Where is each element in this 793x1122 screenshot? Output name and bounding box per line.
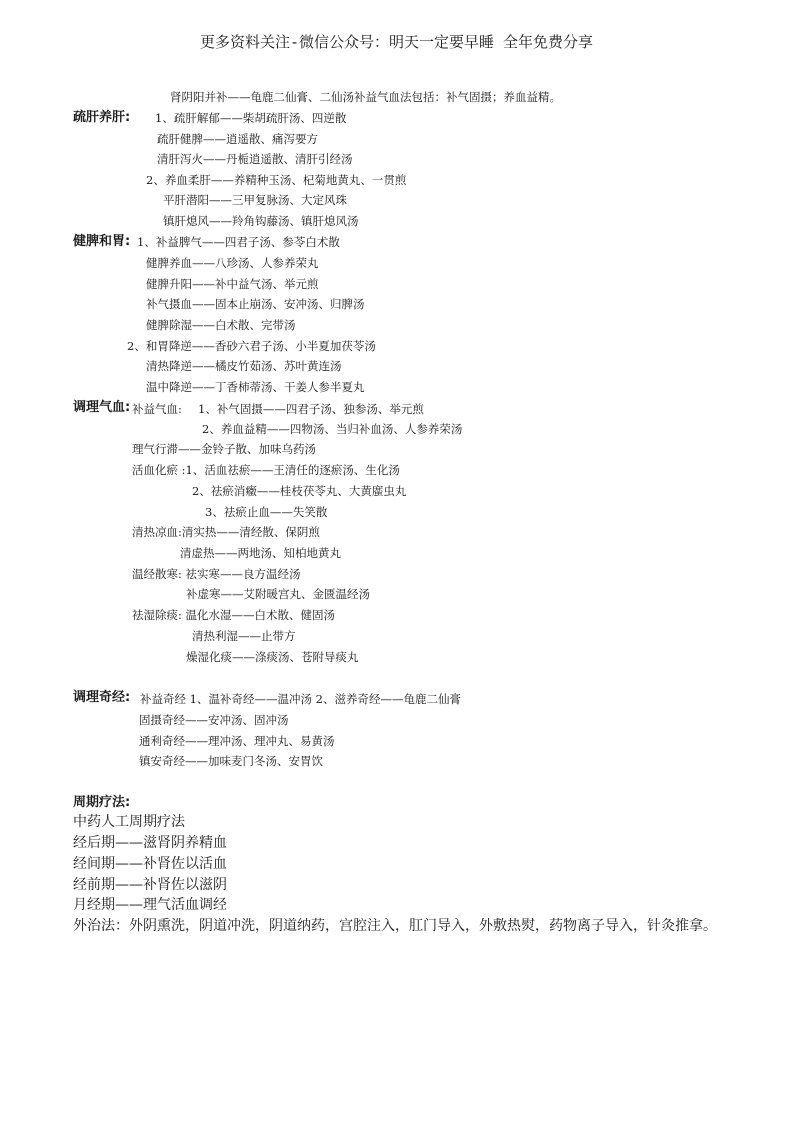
text-line: 1、疏肝解郁——柴胡疏肝汤、四逆散 [155, 111, 347, 125]
text-line: 固摄奇经——安冲汤、固冲汤 [139, 713, 289, 727]
text-line: 1、补气固摄——四君子汤、独参汤、举元煎 [198, 402, 424, 416]
text-line: 健脾养血——八珍汤、人参养荣丸 [146, 256, 319, 270]
text-line: 外治法：外阴熏洗，阴道冲洗，阴道纳药，宫腔注入，肛门导入，外敷热熨，药物离子导入，针灸推拿。 [73, 918, 717, 934]
text-line: 2、和胃降逆——香砂六君子汤、小半夏加茯苓汤 [127, 339, 376, 353]
text-line: 经后期——滋肾阴养精血 [73, 835, 227, 851]
text-line: 肾阴阳并补——龟鹿二仙膏、二仙汤补益气血法包括：补气固摄；养血益精。 [170, 90, 561, 104]
text-line: 平肝潜阳——三甲复脉汤、大定风珠 [163, 193, 347, 207]
text-line: 温中降逆——丁香柿蒂汤、干姜人参半夏丸 [146, 380, 365, 394]
text-line: 健脾除湿——白术散、完带汤 [146, 318, 296, 332]
text-line: 补气摄血——固本止崩汤、安冲汤、归脾汤 [146, 297, 365, 311]
text-line: 清热凉血:清实热——清经散、保阴煎 [132, 525, 320, 539]
text-line: 通利奇经——理冲汤、理冲丸、易黄汤 [139, 734, 335, 748]
text-line: 祛湿除痰: 温化水湿——白术散、健固汤 [132, 608, 336, 622]
text-line: 理气行滞——金铃子散、加味乌药汤 [132, 442, 316, 456]
section-heading-zhouqi: 周期疗法: [73, 795, 131, 810]
text-line: 经前期——补肾佐以滋阴 [73, 877, 227, 893]
text-line: 镇安奇经——加味麦门冬汤、安胃饮 [139, 754, 323, 768]
text-line: 补益气血: [132, 402, 182, 416]
text-line: 活血化瘀 :1、活血祛瘀——王清任的逐瘀汤、生化汤 [132, 463, 400, 477]
text-line: 清肝泻火——丹栀逍遥散、清肝引经汤 [157, 152, 353, 166]
section-heading-qijing: 调理奇经: [73, 690, 131, 705]
text-line: 2、养血益精——四物汤、当归补血汤、人参养荣汤 [202, 422, 463, 436]
text-line: 温经散寒: 祛实寒——良方温经汤 [132, 567, 301, 581]
text-line: 2、养血柔肝——养精种玉汤、杞菊地黄丸、一贯煎 [146, 173, 407, 187]
text-line: 清虚热——两地汤、知柏地黄丸 [180, 546, 341, 560]
text-line: 镇肝熄风——羚角钩藤汤、镇肝熄风汤 [163, 214, 359, 228]
text-line: 补虚寒——艾附暖宫丸、金匮温经汤 [186, 587, 370, 601]
text-line: 月经期——理气活血调经 [73, 897, 227, 913]
section-heading-jianpi: 健脾和胃: [73, 234, 131, 249]
text-line: 健脾升阳——补中益气汤、举元煎 [146, 277, 319, 291]
text-line: 2、祛瘀消癥——桂枝茯苓丸、大黄䗪虫丸 [192, 484, 407, 498]
text-line: 3、祛瘀止血——失笑散 [205, 505, 328, 519]
section-heading-shugan: 疏肝养肝: [73, 110, 131, 125]
text-line: 1、补益脾气——四君子汤、参苓白术散 [137, 235, 340, 249]
text-line: 中药人工周期疗法 [73, 814, 185, 830]
page-banner: 更多资料关注-微信公众号：明天一定要早睡 全年免费分享 [199, 33, 594, 51]
section-heading-qixue: 调理气血: [73, 400, 131, 415]
text-line: 清热利湿——止带方 [192, 629, 296, 643]
text-line: 经间期——补肾佐以活血 [73, 856, 227, 872]
text-line: 补益奇经 1、温补奇经——温冲汤 2、滋养奇经——龟鹿二仙膏 [140, 692, 461, 706]
text-line: 清热降逆——橘皮竹茹汤、苏叶黄连汤 [146, 359, 342, 373]
text-line: 燥湿化痰——涤痰汤、苍附导痰丸 [186, 650, 359, 664]
text-line: 疏肝健脾——逍遥散、痛泻要方 [157, 132, 318, 146]
